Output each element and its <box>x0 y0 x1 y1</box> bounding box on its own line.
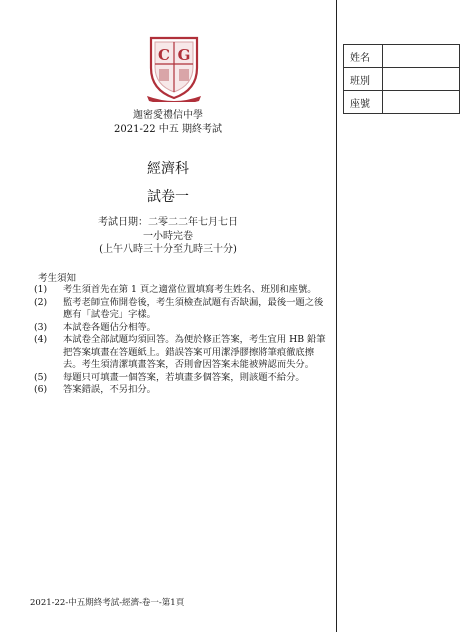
instruction-item <box>34 334 332 372</box>
instruction-item <box>34 322 332 335</box>
school-crest-logo <box>145 32 203 102</box>
instruction-item <box>34 372 332 385</box>
school-name: 迦密愛禮信中學 <box>133 110 203 121</box>
instruction-text: 考生須首先在第 1 頁之適當位置填寫考生姓名、班別和座號。 <box>63 284 317 295</box>
info-label-number: 座號 <box>344 91 383 114</box>
info-label-class: 班別 <box>344 68 383 91</box>
instruction-text: 本試卷各題佔分相等。 <box>63 321 156 333</box>
instruction-text: 本試卷全部試題均須回答。為便於修正答案，考生宜用 HB 鉛筆把答案填畫在答題紙上。錯誤答案可用潔淨膠擦將筆痕徹底擦去。考生須清潔填畫答案，否則會因答案未能被辨認而失分。 <box>63 334 326 370</box>
instruction-text: 監考老師宣佈開卷後，考生須檢查試題有否缺漏，最後一題之後應有「試卷完」字樣。 <box>63 296 324 320</box>
info-row-name <box>344 45 460 68</box>
info-field-name <box>383 45 460 68</box>
info-row-class <box>344 68 460 91</box>
instruction-item <box>34 384 332 397</box>
instructions-list <box>34 284 332 397</box>
exam-title: 2021-22 中五 期終考試 <box>114 124 222 135</box>
instructions-title: 考生須知 <box>38 273 77 284</box>
instruction-number: (3) <box>34 321 48 333</box>
vertical-divider <box>336 0 337 632</box>
instruction-number: (6) <box>34 384 48 395</box>
info-field-number <box>383 91 460 114</box>
instruction-number: (1) <box>34 284 48 295</box>
exam-time: (上午八時三十分至九時三十分) <box>99 244 237 255</box>
page-footer: 2021-22-中五期終考試-經濟-卷一-第1頁 <box>30 598 185 608</box>
paper-name: 試卷一 <box>147 189 189 205</box>
instruction-number: (4) <box>34 334 48 345</box>
instruction-text: 每題只可填畫一個答案，若填畫多個答案，則該題不給分。 <box>63 371 305 383</box>
exam-duration: 一小時完卷 <box>143 231 193 242</box>
instruction-number: (2) <box>34 296 48 308</box>
instruction-item <box>34 297 332 322</box>
svg-text:C: C <box>158 46 170 64</box>
instruction-text: 答案錯誤，不另扣分。 <box>63 384 156 395</box>
svg-text:G: G <box>177 46 191 64</box>
instruction-item <box>34 284 332 297</box>
exam-date: 考試日期：二零二二年七月七日 <box>98 217 238 228</box>
subject-name: 經濟科 <box>147 161 189 177</box>
instruction-number: (5) <box>34 371 48 383</box>
info-row-number <box>344 91 460 114</box>
info-field-class <box>383 68 460 91</box>
info-label-name: 姓名 <box>344 45 383 68</box>
student-info-table <box>343 44 460 114</box>
